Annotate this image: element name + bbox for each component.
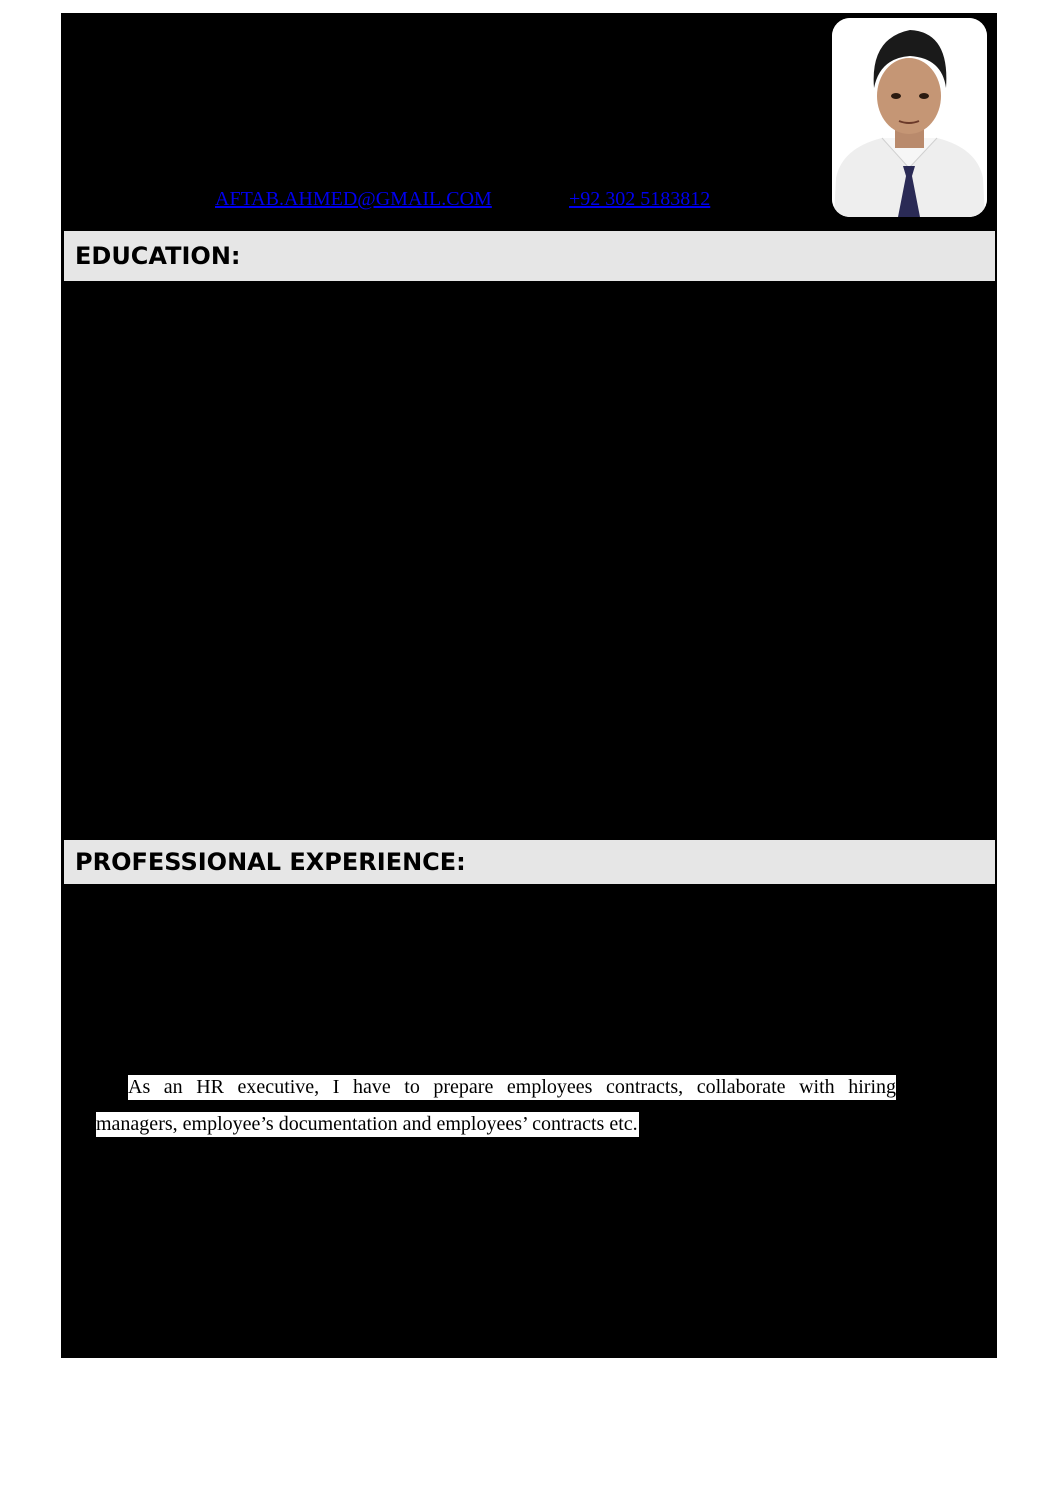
person-icon [832,18,987,217]
phone-link[interactable]: +92 302 5183812 [569,188,711,210]
education-section-title: EDUCATION: [64,231,995,281]
profile-photo [832,18,987,217]
experience-paragraph-line-2: managers, employee’s documentation and employees’ contracts etc. [96,1113,638,1135]
experience-section-title: PROFESSIONAL EXPERIENCE: [64,840,995,884]
email-link[interactable]: AFTAB.AHMED@GMAIL.COM [215,188,492,210]
experience-paragraph-line-1: As an HR executive, I have to prepare employees contracts, collaborate with hiring [128,1076,896,1098]
